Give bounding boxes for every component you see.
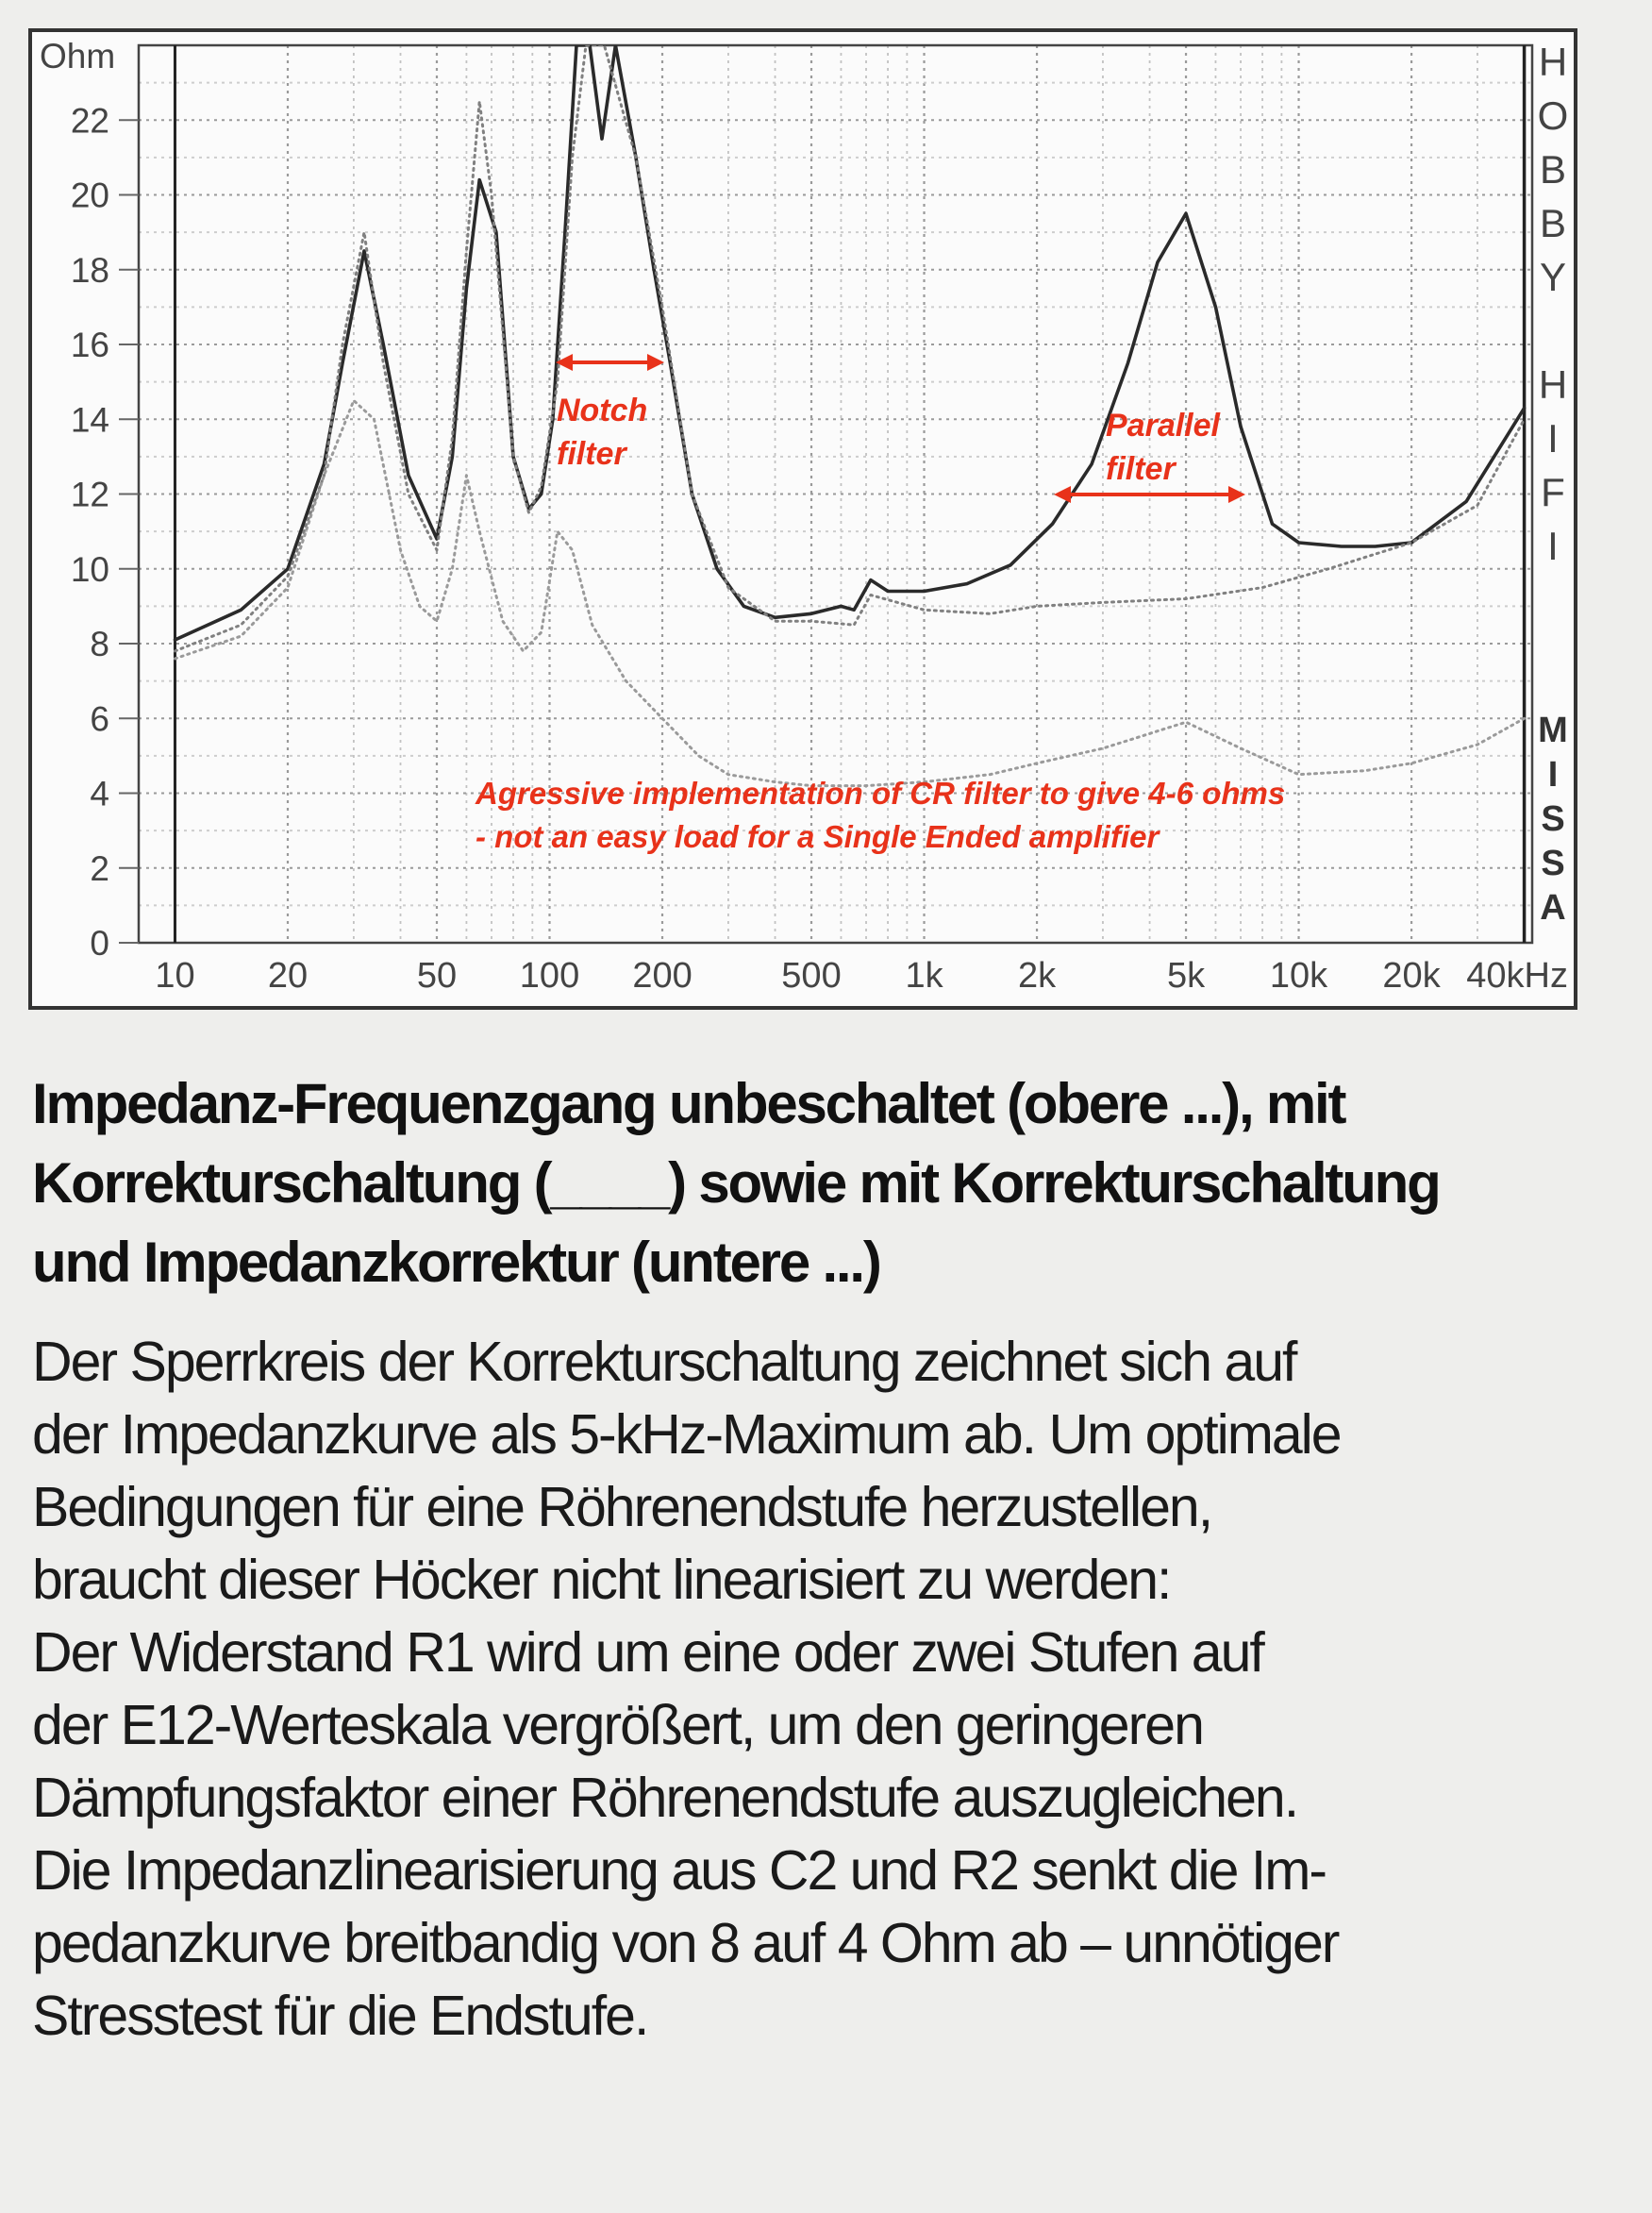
y-tick-label: 6: [90, 699, 109, 739]
x-tick-labels: [155, 956, 1568, 996]
side-letter-bottom: I: [1547, 755, 1559, 795]
x-tick-label: 10: [155, 956, 195, 996]
x-tick-label: 50: [416, 956, 458, 996]
body-line: Dämpfungsfaktor einer Röhrenendstufe auszugleichen.: [32, 1767, 1298, 1829]
caption-line: und Impedanzkorrektur (untere ...): [32, 1231, 880, 1294]
x-tick-label: 5k: [1166, 956, 1206, 996]
y-tick-label: 22: [70, 101, 109, 141]
y-tick-label: 2: [90, 848, 109, 888]
notch-label: Notch: [557, 393, 648, 428]
body-paragraph: [32, 1326, 1617, 2053]
series-line-2: [175, 45, 1525, 651]
x-tick-label: 40kHz: [1466, 956, 1568, 996]
x-tick-label: 20k: [1382, 956, 1441, 996]
side-letter: I: [1547, 524, 1559, 568]
y-tick-label: 12: [70, 475, 109, 514]
side-letter-bottom: A: [1540, 888, 1566, 928]
body-line: der Impedanzkurve als 5-kHz-Maximum ab. Um optimale: [32, 1403, 1341, 1466]
body-line: der E12-Werteskala vergrößert, um den geringeren: [32, 1694, 1203, 1756]
x-tick-label: 1k: [905, 956, 943, 996]
note-label: Agressive implementation of CR filter to give 4-6 ohms: [476, 776, 1286, 811]
parallel-arrow-head-left: [1054, 486, 1071, 503]
impedance-chart: [28, 28, 1577, 1010]
side-letter-bottom: S: [1541, 844, 1565, 883]
parallel-label: Parallel: [1106, 408, 1220, 444]
y-tick-label: 4: [90, 774, 109, 813]
body-line: Stresstest für die Endstufe.: [32, 1985, 648, 2047]
x-tick-label: 20: [267, 956, 309, 996]
x-tick-label: 100: [519, 956, 580, 996]
impedance-chart-svg: [32, 32, 1574, 1006]
x-tick-label: 200: [632, 956, 693, 996]
side-letter: I: [1547, 416, 1559, 461]
side-letter: F: [1541, 470, 1565, 514]
y-tick-label: 16: [70, 326, 109, 364]
body-line: Der Widerstand R1 wird um eine oder zwei Stufen auf: [32, 1621, 1263, 1684]
body-line: Bedingungen für eine Röhrenendstufe herzustellen,: [32, 1476, 1212, 1538]
annotations: [475, 354, 1285, 854]
side-letter: Y: [1539, 255, 1567, 299]
note-label: - not an easy load for a Single Ended amplifier: [476, 819, 1160, 854]
y-tick-label: 20: [70, 176, 109, 215]
side-letter-bottom: S: [1541, 799, 1565, 839]
x-tick-label: 10k: [1269, 956, 1328, 996]
parallel-arrow-head-right: [1228, 486, 1245, 503]
series-line-1: [175, 45, 1525, 640]
x-tick-label: 2k: [1017, 956, 1057, 996]
side-letter: B: [1539, 147, 1567, 192]
figure-caption: [32, 1065, 1598, 1302]
side-letter: O: [1537, 93, 1569, 138]
side-letter: B: [1539, 201, 1567, 245]
body-line: Der Sperrkreis der Korrekturschaltung zeichnet sich auf: [32, 1331, 1296, 1393]
y-tick-labels: [40, 37, 139, 963]
side-letter: H: [1538, 362, 1568, 407]
y-tick-label: 14: [70, 400, 109, 440]
caption-line: Impedanz-Frequenzgang unbeschaltet (obere ...), mit: [32, 1072, 1345, 1135]
x-tick-label: 500: [781, 956, 842, 996]
series-line-3: [175, 400, 1525, 785]
caption-line: Korrekturschaltung (____) sowie mit Korrekturschaltung: [32, 1151, 1440, 1215]
parallel-label: filter: [1106, 451, 1176, 487]
side-letter-bottom: M: [1538, 711, 1568, 750]
y-tick-label: 18: [70, 250, 109, 290]
notch-label: filter: [557, 436, 626, 472]
y-tick-label: 10: [70, 549, 109, 589]
side-letter: H: [1538, 40, 1568, 84]
y-tick-label: 0: [90, 924, 109, 963]
side-labels: [1538, 40, 1569, 928]
y-axis-label: Ohm: [40, 37, 116, 75]
body-line: Die Impedanzlinearisierung aus C2 und R2 senkt die Im-: [32, 1839, 1327, 1902]
series-group: [175, 45, 1525, 786]
body-line: braucht dieser Höcker nicht linearisiert zu werden:: [32, 1549, 1171, 1611]
body-line: pedanzkurve breitbandig von 8 auf 4 Ohm ab – unnötiger: [32, 1912, 1339, 1974]
y-tick-label: 8: [90, 625, 109, 663]
